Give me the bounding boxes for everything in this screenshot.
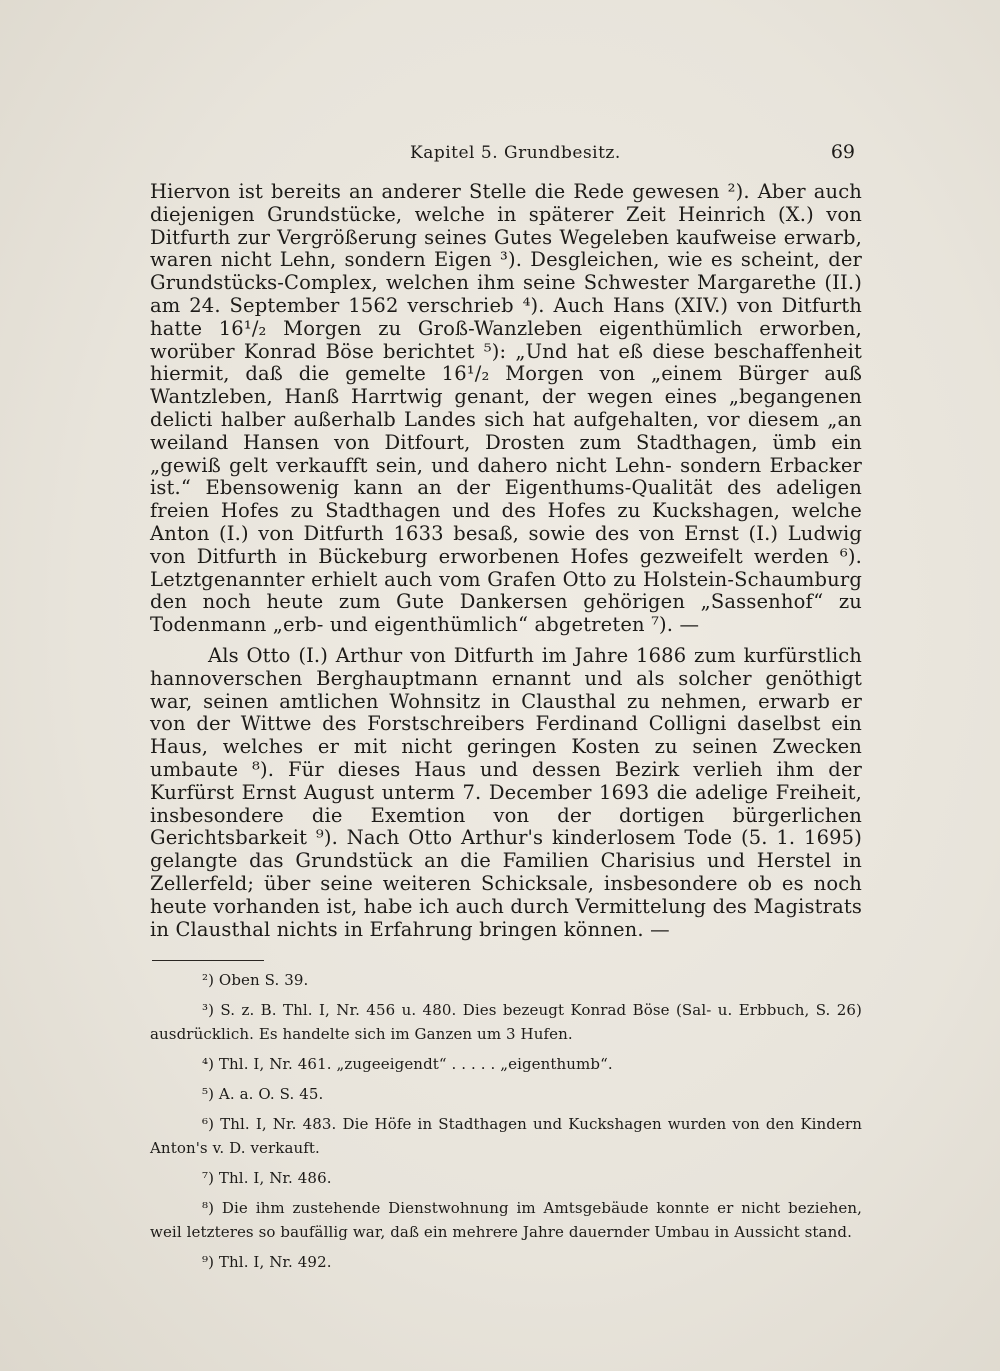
footnote-8: ⁸) Die ihm zustehende Dienstwohnung im Amtsgebäude konnte er nicht beziehen, weil letzteres so baufällig war, daß ein mehrere Jahre dauernder Umbau in Aussicht stand. — [150, 1199, 862, 1241]
footnote-divider — [152, 960, 264, 961]
paragraph-1: Hiervon ist bereits an anderer Stelle die Rede gewesen ²). Aber auch diejenigen Grundstücke, welche in späterer Zeit Heinrich (X.) von Ditfurth zur Vergrößerung seines Gutes Wegeleben kaufweise erwarb, waren nicht Lehn, sondern Eigen ³). Desgleichen, wie es scheint, der Grundstücks-Complex, welchen ihm seine Schwester Margarethe (II.) am 24. September 1562 verschrieb ⁴). Auch Hans (XIV.) von Ditfurth hatte 16¹/₂ Morgen zu Groß-Wanzleben eigenthümlich erworben, worüber Konrad Böse berichtet ⁵): „Und hat eß diese beschaffenheit hiermit, daß die gemelte 16¹/₂ Morgen von „einem Bürger auß Wantzleben, Hanß Harrtwig genant, der wegen eines „begangenen delicti halber außerhalb Landes sich hat aufgehalten, vor diesem „an weiland Hansen von Ditfourt, Drosten zum Stadthagen, ümb ein „gewiß gelt verkaufft sein, und dahero nicht Lehn- sondern Erbacker ist.“ Ebensowenig kann an der Eigenthums-Qualität des adeligen freien Hofes zu Stadthagen und des Hofes zu Kuckshagen, welche Anton (I.) von Ditfurth 1633 besaß, sowie des von Ernst (I.) Ludwig von Ditfurth in Bückeburg erworbenen Hofes gezweifelt werden ⁶). Letztgenannter erhielt auch vom Grafen Otto zu Holstein-Schaumburg den noch heute zum Gute Dankersen gehörigen „Sassenhof“ zu Todenmann „erb- und eigenthümlich“ abgetreten ⁷). — — [150, 180, 862, 637]
footnote-9: ⁹) Thl. I, Nr. 492. — [202, 1253, 332, 1271]
footnote-7: ⁷) Thl. I, Nr. 486. — [202, 1169, 332, 1187]
footnote-4: ⁴) Thl. I, Nr. 461. „zugeeigendt“ . . . . . „eigenthumb“. — [202, 1055, 613, 1073]
running-title: Kapitel 5. Grundbesitz. — [410, 143, 621, 163]
footnotes — [150, 968, 862, 1280]
main-text — [150, 181, 862, 941]
footnote-5: ⁵) A. a. O. S. 45. — [202, 1085, 324, 1103]
page-number: 69 — [830, 141, 855, 163]
footnote-6: ⁶) Thl. I, Nr. 483. Die Höfe in Stadthagen und Kuckshagen wurden von den Kindern Anton's v. D. verkauft. — [150, 1115, 862, 1157]
footnote-3: ³) S. z. B. Thl. I, Nr. 456 u. 480. Dies bezeugt Konrad Böse (Sal- u. Erbbuch, S. 26) ausdrücklich. Es handelte sich im Ganzen um 3 Hufen. — [150, 1001, 862, 1043]
footnote-2: ²) Oben S. 39. — [202, 971, 309, 989]
page-header — [150, 143, 855, 169]
paragraph-2: Als Otto (I.) Arthur von Ditfurth im Jahre 1686 zum kurfürstlich hannoverschen Berghauptmann ernannt und als solcher genöthigt war, seinen amtlichen Wohnsitz in Clausthal zu nehmen, erwarb er von der Wittwe des Forstschreibers Ferdinand Colligni daselbst ein Haus, welches er mit nicht geringen Kosten zu seinen Zwecken umbaute ⁸). Für dieses Haus und dessen Bezirk verlieh ihm der Kurfürst Ernst August unterm 7. December 1693 die adelige Freiheit, insbesondere die Exemtion von der dortigen bürgerlichen Gerichtsbarkeit ⁹). Nach Otto Arthur's kinderlosem Tode (5. 1. 1695) gelangte das Grundstück an die Familien Charisius und Herstel in Zellerfeld; über seine weiteren Schicksale, insbesondere ob es noch heute vorhanden ist, habe ich auch durch Vermittelung des Magistrats in Clausthal nichts in Erfahrung bringen können. — — [150, 643, 862, 941]
